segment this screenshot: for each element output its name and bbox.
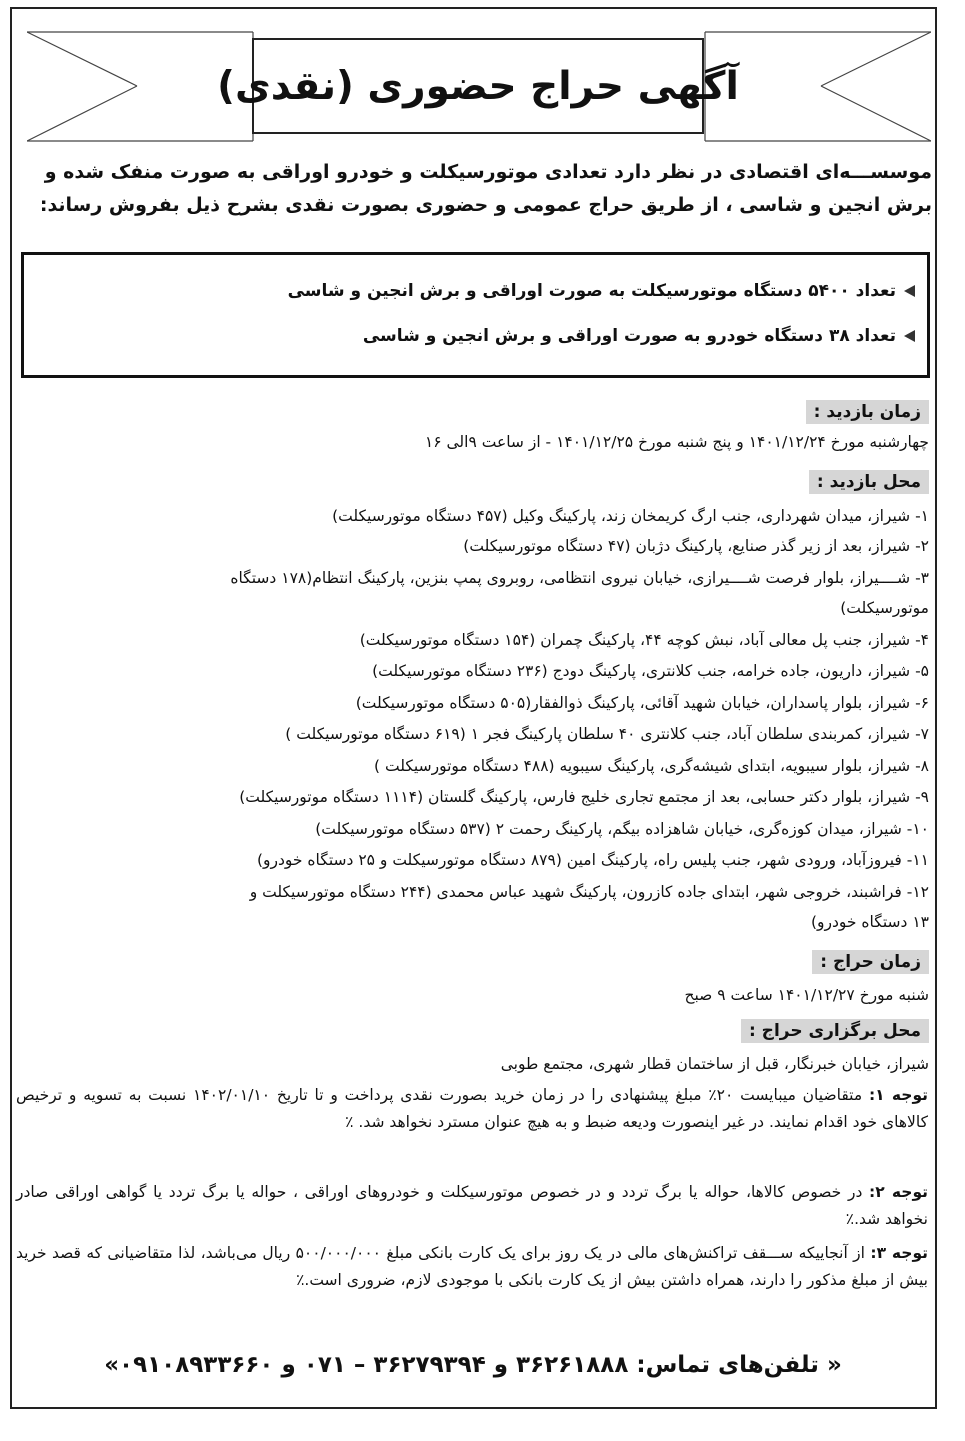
visit-place-line: ۱۱- فیروزآباد، ورودی شهر، جنب پلیس راه، پارکینگ امین (۸۷۹ دستگاه موتورسیکلت و ۲۵ دستگاه خودرو) (256, 851, 929, 869)
items-box (21, 252, 930, 378)
note-label: توجه ۲: (869, 1183, 928, 1201)
visit-place-line: موتورسیکلت) (840, 599, 929, 617)
contact-phones: « تلفن‌های تماس: ۳۶۲۶۱۸۸۸ و ۳۶۲۷۹۳۹۴ – ۰۷۱ و ۰۹۱۰۸۹۳۳۶۶۰» (104, 1352, 842, 1378)
note-label: توجه ۳: (870, 1244, 928, 1262)
note-1 (16, 1082, 928, 1136)
intro-text: موسســـه‌ای اقتصادی در نظر دارد تعدادی موتورسیکلت و خودرو اوراقی به صورت منفک شده و برش انجین و شاسی ، از طریق حراج عمومی و حضوری بصورت نقدی بشرح ذیل بفروش رساند: (38, 161, 932, 216)
visit-place-line: ۱۲- فراشبند، خروجی شهر، ابتدای جاده کازرون، پارکینگ شهید عباس محمدی (۲۴۴ دستگاه موتورسیکلت و (249, 883, 929, 901)
auction-place-label: محل برگزاری حراج : (741, 1019, 929, 1043)
auction-place-text: شیراز، خیابان خبرنگار، قبل از ساختمان قطار شهری، مجتمع طوبی (500, 1055, 929, 1073)
note-label: توجه ۱: (868, 1086, 928, 1104)
auction-time-label: زمان حراج : (812, 950, 929, 974)
page-title: آگهی حراج حضوری (نقدی) (217, 63, 739, 109)
note-text: از آنجاییکه ســـقف تراکنش‌های مالی در یک روز برای یک کارت بانکی مبلغ ۵۰۰/۰۰۰/۰۰۰ ریال می‌باشد، لذا متقاضیانی که قصد خرید بیش از مبلغ مذکور را دارند، همراه داشتن بیش از یک کارت بانکی با موجودی لازم، ضروری است.٪ (16, 1244, 928, 1289)
visit-time-label: زمان بازدید : (806, 400, 929, 424)
visit-place-line: ۷- شیراز، کمربندی سلطان آباد، جنب کلانتری ۴۰ سلطان پارکینگ فجر ۱ (۶۱۹ دستگاه موتورسیکلت ) (285, 725, 929, 743)
note-text: در خصوص کالاها، حواله یا برگ تردد و در خصوص موتورسیکلت و خودروهای اوراقی ، حواله یا برگ تردد یا گواهی اوراقی صادر نخواهد شد.٪ (16, 1183, 928, 1228)
visit-place-line: ۳- شــــیراز، بلوار فرصت شــــیرازی، خیابان نیروی انتظامی، روبروی پمپ بنزین، پارکینگ انتظام(۱۷۸ دستگاه (230, 569, 929, 587)
visit-place-line: ۱۰- شیراز، میدان کوزه‌گری، خیابان شاهزاده بیگم، پارکینگ رحمت ۲ (۵۳۷ دستگاه موتورسیکلت) (315, 820, 929, 838)
item-motorcycles (288, 281, 915, 301)
visit-place-line: ۱- شیراز، میدان شهرداری، جنب ارگ کریمخان زند، پارکینگ وکیل (۴۵۷ دستگاه موتورسیکلت) (332, 507, 929, 525)
note-2 (16, 1179, 928, 1233)
visit-place-line: ۴- شیراز، جنب پل معالی آباد، نبش کوچه ۴۴، پارکینگ چمران (۱۵۴ دستگاه موتورسیکلت) (359, 631, 929, 649)
item-text: تعداد ۵۴۰۰ دستگاه موتورسیکلت به صورت اوراقی و برش انجین و شاسی (287, 281, 896, 301)
note-3 (16, 1240, 928, 1294)
visit-place-label: محل بازدید : (809, 470, 929, 494)
title-box (217, 38, 739, 134)
visit-time-text: چهارشنبه مورخ ۱۴۰۱/۱۲/۲۴ و پنج شنبه مورخ ۱۴۰۱/۱۲/۲۵ - از ساعت ۹الی ۱۶ (424, 433, 929, 451)
auction-time-text: شنبه مورخ ۱۴۰۱/۱۲/۲۷ ساعت ۹ صبح (684, 986, 929, 1004)
visit-place-line: ۶- شیراز، بلوار پاسداران، خیابان شهید آقائی، پارکینگ ذوالفقار(۵۰۵ دستگاه موتورسیکلت) (355, 694, 929, 712)
item-text: تعداد ۳۸ دستگاه خودرو به صورت اوراقی و برش انجین و شاسی (362, 326, 896, 346)
visit-place-line: ۱۳ دستگاه خودرو) (811, 913, 929, 931)
visit-place-line: ۹- شیراز، بلوار دکتر حسابی، بعد از مجتمع تجاری خلیج فارس، پارکینگ گلستان (۱۱۱۴ دستگاه موتورسیکلت) (239, 788, 929, 806)
visit-place-line: ۸- شیراز، بلوار سیبویه، ابتدای شیشه‌گری، پارکینگ سیبویه (۴۸۸ دستگاه موتورسیکلت ) (374, 757, 929, 775)
visit-place-line: ۵- شیراز، داریون، جاده خرامه، جنب کلانتری، پارکینگ دودج (۲۳۶ دستگاه موتورسیکلت) (372, 662, 929, 680)
note-text: متقاضیان میبایست ۲۰٪ مبلغ پیشنهادی را در زمان خرید بصورت نقدی پرداخت و تا تاریخ ۱۴۰۲/۰۱/۱۰ نسبت به تسویه و ترخیص کالاهای خود اقدام نمایند. در غیر اینصورت ودیعه ضبط و به هیچ عنوان مسترد نخواهد شد. ٪ (16, 1086, 928, 1131)
triangle-bullet-icon (904, 330, 915, 342)
item-cars (363, 326, 915, 346)
triangle-bullet-icon (904, 285, 915, 297)
visit-place-line: ۲- شیراز، بعد از زیر گذر صنایع، پارکینگ دژبان (۴۷ دستگاه موتورسیکلت) (463, 537, 929, 555)
